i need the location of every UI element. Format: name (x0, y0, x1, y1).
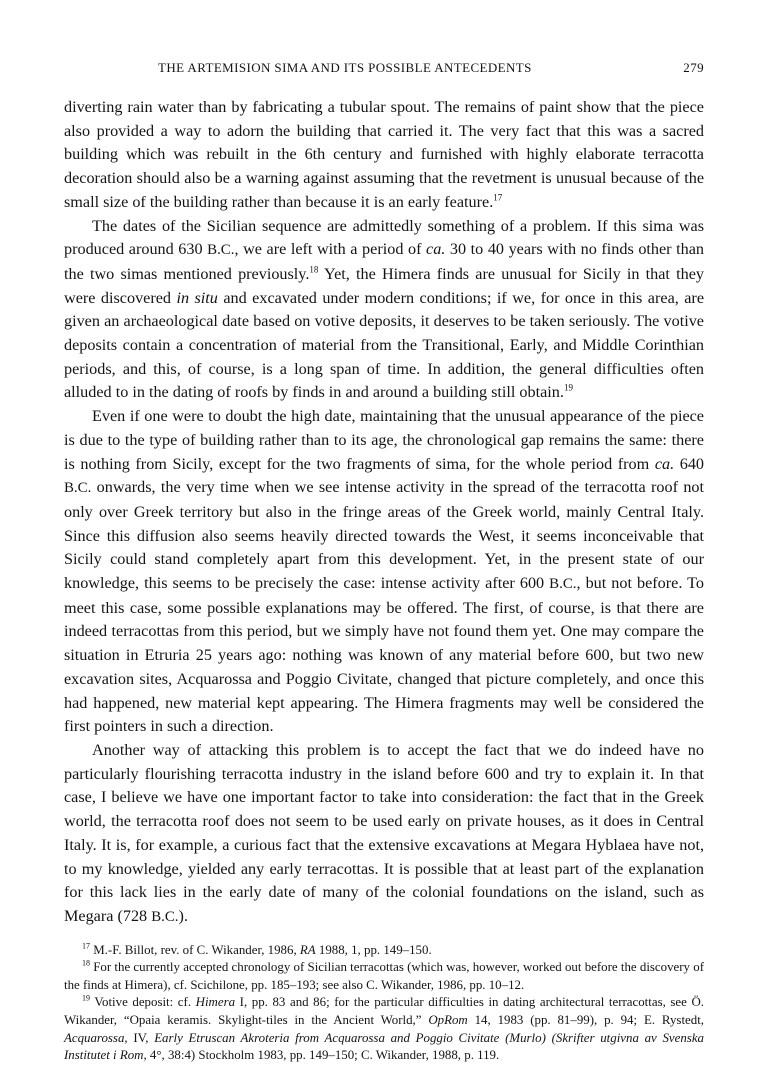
footnote-19 (64, 994, 704, 1064)
footnote-ref: 19 (563, 383, 573, 394)
footnote-ref: 17 (493, 192, 503, 203)
paragraph-4 (64, 739, 704, 930)
footnote-18 (64, 959, 704, 994)
italic-title: Himera (195, 995, 236, 1010)
footnote-number: 17 (82, 941, 90, 951)
journal-abbrev: OpRom (428, 1012, 468, 1027)
paragraph-text: 640 (674, 454, 705, 473)
italic-title: Acquarossa (64, 1030, 125, 1045)
footnote-text: 1988, 1, pp. 149–150. (315, 942, 432, 957)
footnotes (64, 942, 704, 1065)
paragraph-2 (64, 215, 704, 406)
journal-abbrev: RA (299, 942, 316, 957)
era-abbrev: B.C. (549, 576, 577, 593)
body-text (64, 96, 704, 930)
italic-term: ca. (426, 240, 446, 259)
page (64, 60, 704, 1065)
paragraph-text: diverting rain water than by fabricating a tubular spout. The remains of paint show that the piece also provided a way to adorn the building that carried it. The very fact that this was a sacred building which was rebuilt in the 6th century and furnished with highly elaborate terracotta decoration should also be a warning against assuming that the revetment is unusual because of the small size of the building rather than because it is an early feature. (64, 98, 704, 211)
page-number: 279 (683, 60, 704, 75)
paragraph-text: , we are left with a period of (234, 240, 427, 259)
italic-term: in situ (176, 288, 218, 307)
footnote-17 (64, 942, 704, 960)
paragraph-3 (64, 405, 704, 739)
footnote-text: , 4°, 38:4) Stockholm 1983, pp. 149–150; C. Wikander, 1988, p. 119. (143, 1048, 500, 1063)
paragraph-text: onwards, the very time when we see intense activity in the spread of the terracotta roof not only over Greek territory but also in the fringe areas of the Greek world, mainly Central Italy. Since this diffusion also seems heavily directed towards the West, it seems inconceivable that Sicily could stand completely apart from this development. Yet, in the present state of our knowledge, this seems to be precisely the case: intense activity after 600 (64, 478, 704, 593)
paragraph-text: Even if one were to doubt the high date, maintaining that the unusual appearance of the piece is due to the type of building rather than to its age, the chronological gap remains the same: there is nothing from Sicily, except for the two fragments of sima, for the whole period from (64, 407, 704, 473)
paragraph-text: Another way of attacking this problem is to accept the fact that we do indeed have no particularly flourishing terracotta industry in the island before 600 and try to explain it. In that case, I believe we have one important factor to take into consideration: the fact that in the Greek world, the terracotta roof does not seem to be used early on private houses, as it does in Central Italy. It is, for example, a curious fact that the extensive excavations at Megara Hyblaea have not, to my knowledge, yielded any early terracottas. It is possible that at least part of the explanation for this lack lies in the early date of many of the colonial foundations on the island, such as Megara (728 (64, 740, 704, 925)
era-abbrev: B.C. (207, 242, 235, 259)
footnote-ref: 18 (309, 264, 319, 275)
footnote-text: M.-F. Billot, rev. of C. Wikander, 1986, (90, 942, 300, 957)
italic-title: Early Etruscan Akroteria from Acquarossa and Poggio Civitate (Murlo) (Skrifter utgivna av Svenska Institutet i Rom (64, 1030, 704, 1063)
footnote-text: 14, 1983 (pp. 81–99), p. 94; E. Rystedt, (467, 1012, 704, 1027)
paragraph-text: and excavated under modern conditions; if we, for once in this area, are given an archaeological date based on votive deposits, it deserves to be taken seriously. The votive deposits contain a concentration of material from the Transitional, Early, and Middle Corinthian periods, and this, of course, is a long span of time. In addition, the general difficulties often alluded to in the dating of roofs by finds in and around a building still obtain. (64, 288, 705, 402)
footnote-text: , IV, (124, 1030, 155, 1045)
era-abbrev: B.C. (151, 908, 179, 925)
running-head (64, 60, 704, 84)
footnote-number: 19 (82, 994, 90, 1004)
paragraph-text: , but not before. To meet this case, some possible explanations may be offered. The first, of course, is that there are indeed terracottas from this period, but we simply have not found them yet. One may compare the situation in Etruria 25 years ago: nothing was known of any material before 600, but two new excavation sites, Acquarossa and Poggio Civitate, changed that picture completely, and once this had happened, new material kept appearing. The Himera fragments may well be considered the first pointers in such a direction. (64, 574, 704, 736)
paragraph-text: The dates of the Sicilian sequence are admittedly something of a problem. If this sima was produced around 630 (64, 216, 704, 259)
era-abbrev: B.C. (64, 480, 92, 497)
paragraph-text: 30 to 40 years with no finds other than the two simas mentioned previously. (64, 240, 705, 283)
footnote-number: 18 (82, 958, 90, 968)
paragraph-text: Yet, the Himera finds are unusual for Sicily in that they were discovered (64, 264, 705, 307)
italic-term: ca. (654, 454, 675, 473)
paragraph-text: ). (178, 906, 188, 925)
footnote-text: Votive deposit: cf. (90, 995, 196, 1010)
footnote-text: For the currently accepted chronology of Sicilian terracottas (which was, however, worked out before the discovery of the finds at Himera), cf. Scichilone, pp. 185–193; see also C. Wikander, 1986, pp. 10–12. (64, 960, 704, 992)
paragraph-1 (64, 96, 704, 215)
running-title: THE ARTEMISION SIMA AND ITS POSSIBLE ANTECEDENTS (158, 60, 532, 75)
footnote-text: I, pp. 83 and 86; for the particular difficulties in dating architectural terracottas, see Ö. Wikander, “Opaia keramis. Skylight-tiles in the Ancient World,” (64, 995, 704, 1027)
